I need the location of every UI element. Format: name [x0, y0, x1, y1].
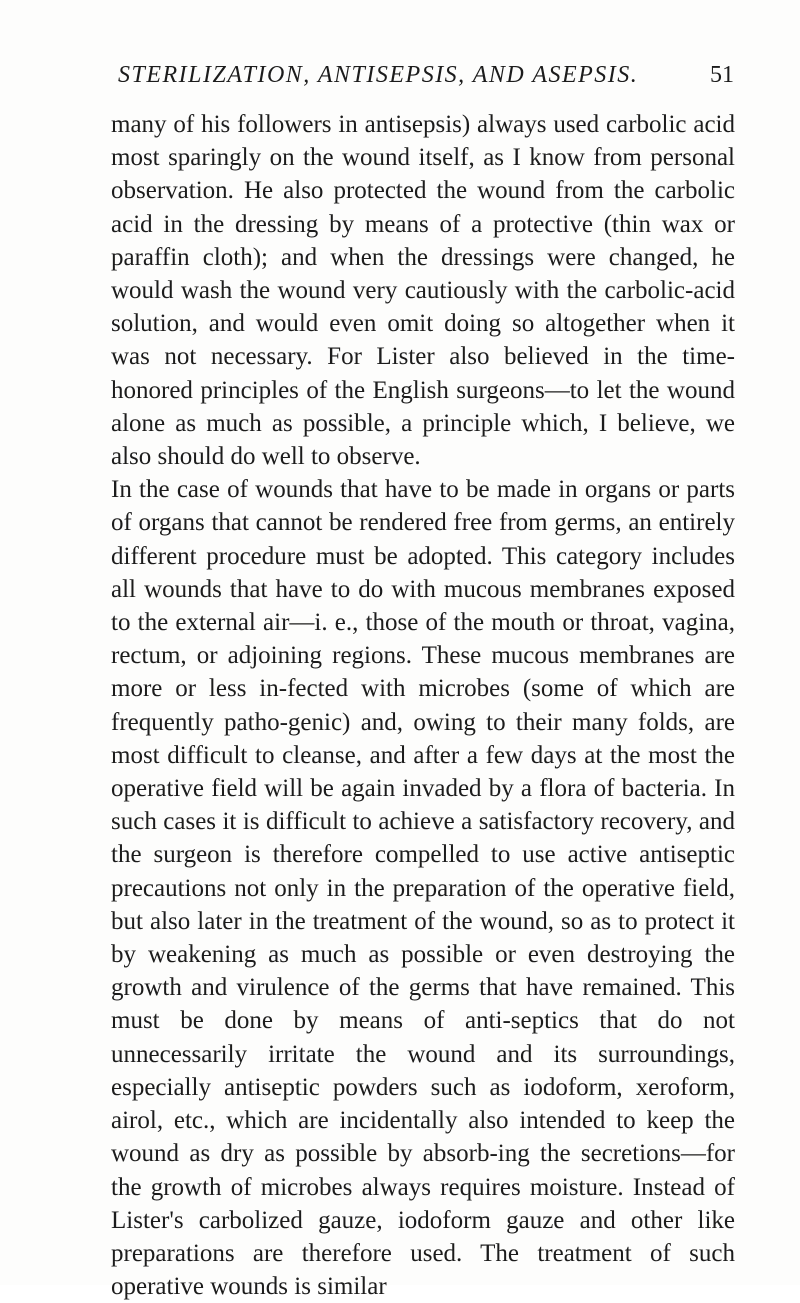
page-number: 51 [710, 62, 734, 88]
body-text [111, 108, 735, 1303]
running-title: STERILIZATION, ANTISEPSIS, AND ASEPSIS. [118, 62, 639, 88]
paragraph: many of his followers in antisepsis) always used carbolic acid most sparingly on the wound itself, as I know from personal observation. He also protected the wound from the carbolic acid in the dressing by means of a protective (thin wax or paraffin cloth); and when the dressings were changed, he would wash the wound very cautiously with the carbolic-acid solution, and would even omit doing so altogether when it was not necessary. For Lister also believed in the time-honored principles of the English surgeons—to let the wound alone as much as possible, a principle which, I believe, we also should do well to observe. [111, 111, 735, 471]
paragraph: In the case of wounds that have to be made in organs or parts of organs that cannot be rendered free from germs, an entirely different procedure must be adopted. This category includes all wounds that have to do with mucous membranes exposed to the external air—i. e., those of the mouth or throat, vagina, rectum, or adjoining regions. These mucous membranes are more or less in-fected with microbes (some of which are frequently patho-genic) and, owing to their many folds, are most difficult to cleanse, and after a few days at the most the operative field will be again invaded by a flora of bacteria. In such cases it is difficult to achieve a satisfactory recovery, and the surgeon is therefore compelled to use active antiseptic precautions not only in the preparation of the operative field, but also later in the treatment of the wound, so as to protect it by weakening as much as possible or even destroying the growth and virulence of the germs that have remained. This must be done by means of anti-septics that do not unnecessarily irritate the wound and its surroundings, especially antiseptic powders such as iodoform, xeroform, airol, etc., which are incidentally also intended to keep the wound as dry as possible by absorb-ing the secretions—for the growth of microbes always requires moisture. Instead of Lister's carbolized gauze, iodoform gauze and other like preparations are therefore used. The treatment of such operative wounds is similar [111, 476, 735, 1301]
running-head [110, 62, 734, 96]
